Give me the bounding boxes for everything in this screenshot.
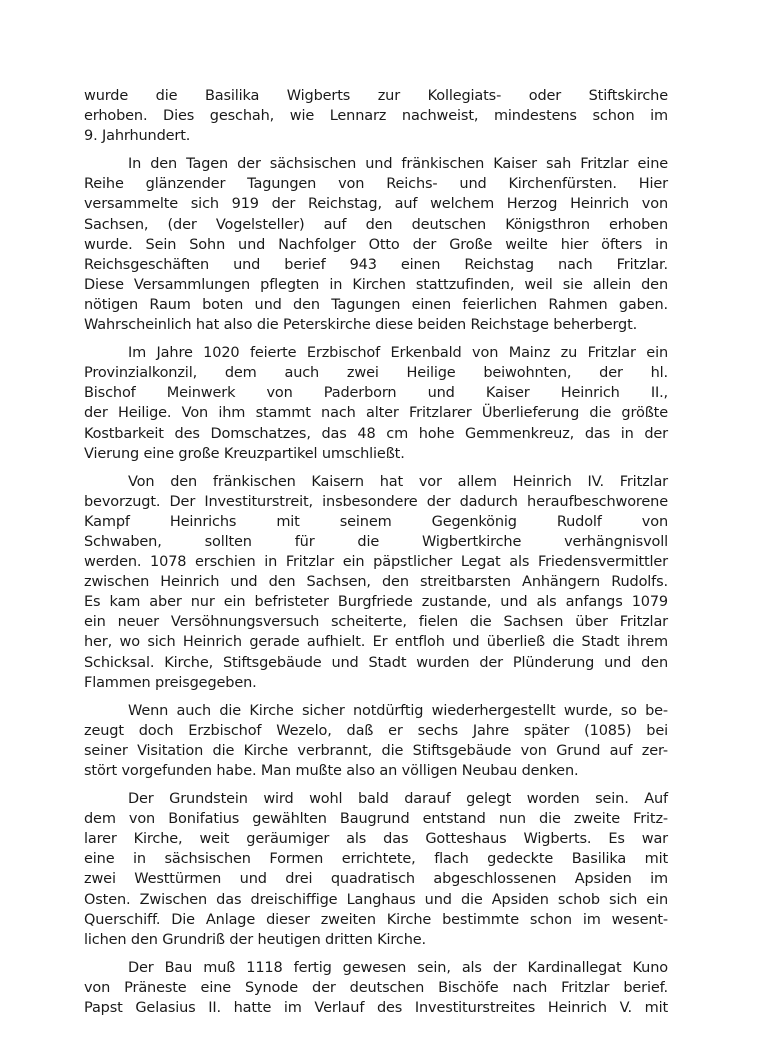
- paragraph-provincial-council: [84, 343, 668, 464]
- text-line: larer Kirche, weit geräumiger als das Gotteshaus Wigberts. Es war: [84, 831, 668, 848]
- text-line: Papst Gelasius II. hatte im Verlauf des Investiturstreites Heinrich V. mit: [84, 1000, 668, 1017]
- text-line: Provinzialkonzil, dem auch zwei Heilige beiwohnten, der hl.: [84, 365, 668, 382]
- text-line: erhoben. Dies geschah, wie Lennarz nachweist, mindestens schon im: [84, 108, 668, 125]
- text-line: Der Bau muß 1118 fertig gewesen sein, als der Kardinallegat Kuno: [128, 959, 668, 976]
- text-line: Querschiff. Die Anlage dieser zweiten Kirche bestimmte schon im wesent-: [84, 911, 668, 928]
- paragraph-second-church: [84, 789, 668, 950]
- paragraph-synod: [84, 958, 668, 1018]
- paragraph-visitation: [84, 701, 668, 781]
- text-line: dem von Bonifatius gewählten Baugrund entstand nun die zweite Fritz-: [84, 811, 668, 828]
- text-line: Der Grundstein wird wohl bald darauf gelegt worden sein. Auf: [128, 791, 668, 808]
- text-line: Schicksal. Kirche, Stiftsgebäude und Stadt wurden der Plünderung und den: [84, 654, 668, 671]
- text-line: zeugt doch Erzbischof Wezelo, daß er sechs Jahre später (1085) bei: [84, 722, 668, 739]
- document-page: [84, 86, 668, 1026]
- text-line: Im Jahre 1020 feierte Erzbischof Erkenbald von Mainz zu Fritzlar ein: [128, 345, 668, 362]
- text-line: der Heilige. Von ihm stammt nach alter Fritzlarer Überlieferung die größte: [84, 405, 668, 422]
- paragraph-imperial-assemblies: [84, 154, 668, 335]
- text-line: wurde. Sein Sohn und Nachfolger Otto der Große weilte hier öfters in: [84, 236, 668, 253]
- text-line: Kampf Heinrichs mit seinem Gegenkönig Rudolf von: [84, 513, 668, 530]
- text-line: Es kam aber nur ein befristeter Burgfriede zustande, und als anfangs 1079: [84, 594, 668, 611]
- text-line: Flammen preisgegeben.: [84, 674, 257, 691]
- text-line: 9. Jahrhundert.: [84, 128, 191, 145]
- text-line: stört vorgefunden habe. Man mußte also an völligen Neubau denken.: [84, 763, 579, 779]
- text-line: lichen den Grundriß der heutigen dritten Kirche.: [84, 931, 426, 948]
- text-line: Wenn auch die Kirche sicher notdürftig wiederhergestellt wurde, so be-: [128, 702, 668, 719]
- text-line: wurde die Basilika Wigberts zur Kollegiats- oder Stiftskirche: [84, 88, 668, 104]
- text-line: Diese Versammlungen pflegten in Kirchen stattzufinden, weil sie allein den: [84, 276, 668, 293]
- text-line: versammelte sich 919 der Reichstag, auf welchem Herzog Heinrich von: [84, 196, 668, 213]
- text-line: Bischof Meinwerk von Paderborn und Kaiser Heinrich II.,: [84, 385, 668, 402]
- text-line: Reihe glänzender Tagungen von Reichs- und Kirchenfürsten. Hier: [84, 176, 668, 193]
- text-line: zwischen Heinrich und den Sachsen, den streitbarsten Anhängern Rudolfs.: [84, 574, 668, 591]
- text-line: zwei Westtürmen und drei quadratisch abgeschlossenen Apsiden im: [84, 871, 668, 888]
- text-line: werden. 1078 erschien in Fritzlar ein päpstlicher Legat als Friedensvermittler: [84, 554, 668, 571]
- paragraph-collegiate: [84, 86, 668, 146]
- text-line: Wahrscheinlich hat also die Peterskirche diese beiden Reichstage beherbergt.: [84, 317, 638, 334]
- text-line: nötigen Raum boten und den Tagungen einen feierlichen Rahmen gaben.: [84, 296, 668, 313]
- text-line: Osten. Zwischen das dreischiffige Langhaus und die Apsiden schob sich ein: [84, 891, 668, 908]
- text-line: eine in sächsischen Formen errichtete, flach gedeckte Basilika mit: [84, 851, 668, 868]
- text-line: Sachsen, (der Vogelsteller) auf den deutschen Königsthron erhoben: [84, 216, 668, 233]
- text-line: Kostbarkeit des Domschatzes, das 48 cm hohe Gemmenkreuz, das in der: [84, 425, 668, 442]
- text-line: von Präneste eine Synode der deutschen Bischöfe nach Fritzlar berief.: [84, 979, 668, 996]
- text-line: seiner Visitation die Kirche verbrannt, die Stiftsgebäude von Grund auf zer-: [84, 742, 668, 759]
- text-line: Vierung eine große Kreuzpartikel umschließt.: [84, 445, 405, 462]
- text-line: ein neuer Versöhnungsversuch scheiterte, fielen die Sachsen über Fritzlar: [84, 614, 668, 631]
- text-line: Reichsgeschäften und berief 943 einen Reichstag nach Fritzlar.: [84, 256, 668, 273]
- text-line: Schwaben, sollten für die Wigbertkirche verhängnisvoll: [84, 533, 668, 550]
- text-line: Von den fränkischen Kaisern hat vor allem Heinrich IV. Fritzlar: [128, 473, 668, 490]
- text-line: her, wo sich Heinrich gerade aufhielt. Er entfloh und überließ die Stadt ihrem: [84, 634, 668, 651]
- text-line: bevorzugt. Der Investiturstreit, insbesondere der dadurch heraufbeschworene: [84, 493, 668, 510]
- paragraph-investiture-conflict: [84, 472, 668, 693]
- text-line: In den Tagen der sächsischen und fränkischen Kaiser sah Fritzlar eine: [128, 156, 668, 173]
